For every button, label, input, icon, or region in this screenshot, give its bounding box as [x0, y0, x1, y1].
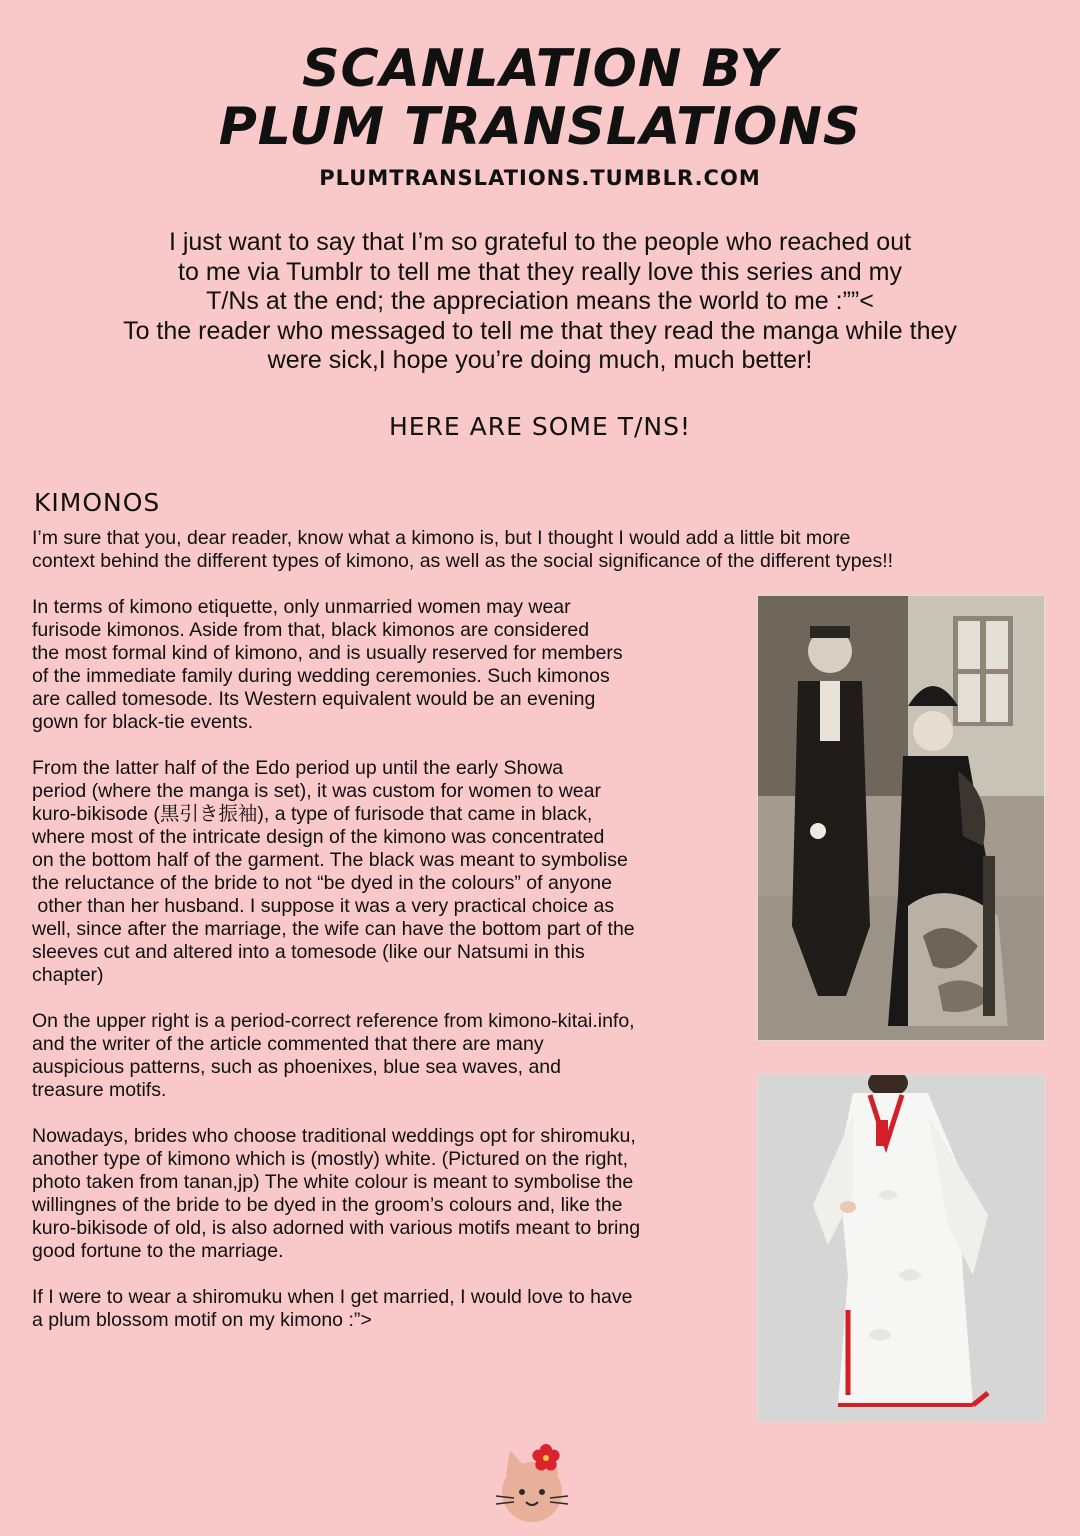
section-lead	[32, 527, 1062, 573]
body-line: the reluctance of the bride to not “be dyed in the colours” of anyone	[32, 872, 612, 894]
body-line: kuro-bikisode of old, is also adorned with various motifs meant to bring	[32, 1217, 641, 1239]
intro-line: T/Ns at the end; the appreciation means the world to me :””<	[206, 287, 874, 315]
section-heading-kimonos: KIMONOS	[34, 488, 161, 517]
body-line: treasure motifs.	[32, 1079, 167, 1101]
body-line: If I were to wear a shiromuku when I get married, I would love to have	[32, 1286, 633, 1308]
site-url: PLUMTRANSLATIONS.TUMBLR.COM	[319, 166, 761, 190]
body-line: period (where the manga is set), it was custom for women to wear	[32, 780, 601, 802]
body-line: on the bottom half of the garment. The black was meant to symbolise	[32, 849, 628, 871]
paragraph-reference	[32, 1010, 754, 1102]
intro-line: to me via Tumblr to tell me that they really love this series and my	[178, 257, 902, 286]
vintage-wedding-illustration	[758, 596, 1045, 1041]
body-line: are called tomesode. Its Western equivalent would be an evening	[32, 688, 596, 710]
body-line: From the latter half of the Edo period up until the early Showa	[32, 757, 564, 779]
body-line: good fortune to the marriage.	[32, 1240, 284, 1262]
paragraph-plum-blossom	[32, 1286, 754, 1332]
paragraph-kuro-bikisode	[32, 757, 754, 987]
lead-line: I’m sure that you, dear reader, know what a kimono is, but I thought I would add a little bit more	[32, 527, 851, 549]
body-line: a plum blossom motif on my kimono :”>	[32, 1309, 372, 1331]
cat-face-with-plum-blossom-icon	[486, 1440, 578, 1530]
body-line: of the immediate family during wedding ceremonies. Such kimonos	[32, 665, 610, 687]
body-column	[32, 596, 754, 1355]
lead-line: context behind the different types of kimono, as well as the social significance of the different types!!	[32, 550, 894, 572]
paragraph-etiquette	[32, 596, 754, 734]
title-line-1: SCANLATION BY	[302, 39, 778, 99]
body-line: gown for black-tie events.	[32, 711, 254, 733]
body-line: photo taken from tanan,jp) The white colour is meant to symbolise the	[32, 1171, 634, 1193]
body-line: chapter)	[32, 964, 104, 986]
title-line-2: PLUM TRANSLATIONS	[218, 97, 862, 157]
body-line: auspicious patterns, such as phoenixes, blue sea waves, and	[32, 1056, 561, 1078]
intro-line: To the reader who messaged to tell me that they read the manga while they	[123, 316, 957, 345]
paragraph-shiromuku	[32, 1125, 754, 1263]
intro-line: I just want to say that I’m so grateful to the people who reached out	[168, 228, 912, 256]
body-line: another type of kimono which is (mostly) white. (Pictured on the right,	[32, 1148, 629, 1170]
intro-line: were sick,I hope you’re doing much, much better!	[267, 346, 813, 374]
intro-message	[40, 228, 1040, 376]
body-line: In terms of kimono etiquette, only unmarried women may wear	[32, 596, 571, 618]
body-line: furisode kimonos. Aside from that, black kimonos are considered	[32, 619, 590, 641]
page-title	[0, 40, 1080, 156]
body-line: where most of the intricate design of the kimono was concentrated	[32, 826, 605, 848]
tn-subheading: HERE ARE SOME T/NS!	[388, 412, 692, 441]
body-line: and the writer of the article commented that there are many	[32, 1033, 544, 1055]
body-line: the most formal kind of kimono, and is usually reserved for members	[32, 642, 623, 664]
body-line: other than her husband. I suppose it was a very practical choice as	[32, 895, 615, 917]
shiromuku-photo	[757, 1074, 1045, 1422]
body-line: willingnes of the bride to be dyed in the groom’s colours and, like the	[32, 1194, 623, 1216]
body-line: On the upper right is a period-correct reference from kimono-kitai.info,	[32, 1010, 635, 1032]
shiromuku-illustration	[758, 1075, 1045, 1422]
body-line: kuro-bikisode (黒引き振袖), a type of furisode that came in black,	[32, 803, 593, 825]
vintage-wedding-photo	[757, 595, 1045, 1041]
body-line: Nowadays, brides who choose traditional weddings opt for shiromuku,	[32, 1125, 636, 1147]
body-line: sleeves cut and altered into a tomesode (like our Natsumi in this	[32, 941, 585, 963]
body-line: well, since after the marriage, the wife can have the bottom part of the	[32, 918, 635, 940]
